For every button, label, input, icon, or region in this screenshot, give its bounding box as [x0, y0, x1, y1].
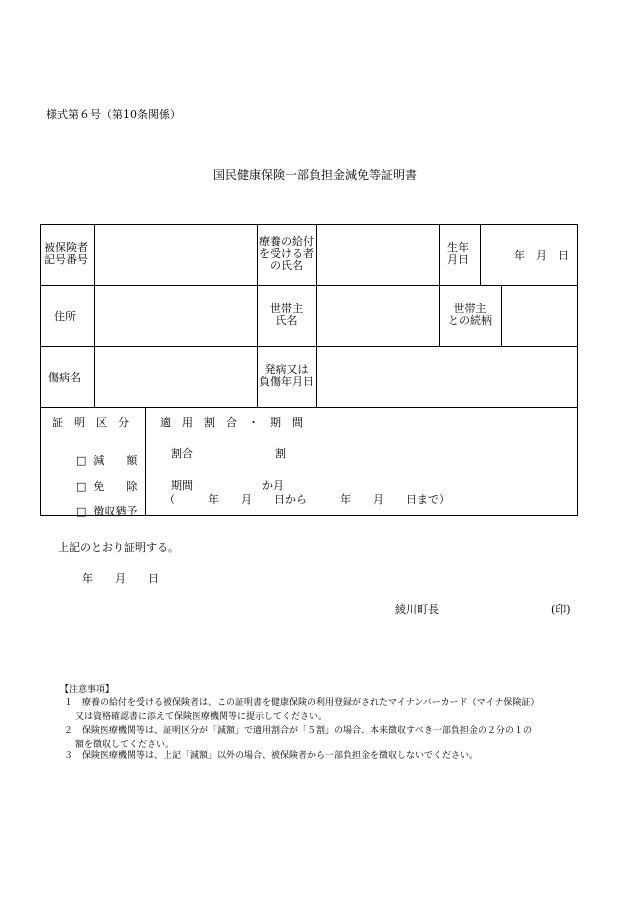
col-divider	[439, 224, 440, 346]
address-label: 住所	[54, 310, 76, 323]
householder-name-field[interactable]	[318, 287, 437, 344]
recipient-name-label: 療養の給付 を受ける者 の氏名	[259, 235, 314, 272]
col-divider	[316, 224, 317, 407]
issuer-name: 綾川町長	[395, 603, 439, 616]
birth-date-field[interactable]: 年 月 日	[514, 249, 569, 262]
householder-relation-field[interactable]	[503, 287, 575, 344]
row-divider	[40, 346, 578, 347]
note-item: ２ 保険医療機関等は、証明区分が「減額」で適用割合が「５割」の場合、本来徴収すべき一部負担金の２分の１の	[64, 726, 532, 736]
document-title: 国民健康保険一部負担金減免等証明書	[212, 168, 417, 182]
form-number: 様式第６号（第10条関係）	[46, 108, 181, 121]
address-field[interactable]	[96, 287, 255, 344]
certification-date: 年 月 日	[82, 572, 159, 585]
checkbox[interactable]: □	[76, 454, 87, 467]
certification-statement: 上記のとおり証明する。	[58, 541, 179, 554]
row-divider	[40, 285, 578, 286]
table-border-left	[40, 224, 41, 516]
disease-name-label: 傷病名	[48, 371, 81, 384]
col-divider	[145, 407, 146, 515]
category-heading: 証 明 区 分	[52, 416, 129, 429]
note-item: 又は資格確認書に添えて保険医療機関等に提示してください。	[75, 712, 328, 722]
insured-number-label: 被保険者 記号番号	[44, 241, 88, 266]
note-item: １ 療養の給付を受ける被保険者は、この証明書を健康保険の利用登録がされたマイナンバーカード（マイナ保険証）	[64, 698, 540, 708]
category-option-deferral[interactable]: □ 徴収猶予	[76, 505, 138, 518]
rate-unit: 割	[275, 447, 286, 460]
birth-date-label: 生年 月日	[447, 241, 469, 266]
row-divider	[40, 407, 578, 408]
householder-name-label: 世帯主 氏名	[270, 302, 303, 327]
table-border-top	[40, 224, 578, 225]
col-divider	[501, 285, 502, 346]
certificate-table	[40, 224, 578, 516]
col-divider	[94, 224, 95, 407]
category-option-exemption[interactable]: □ 免 除	[76, 480, 138, 493]
note-item: 額を徴収してください。	[75, 740, 175, 750]
period-range: （ 年 月 日から 年 月 日まで）	[164, 493, 450, 506]
table-border-right	[577, 224, 578, 516]
onset-date-field[interactable]	[318, 348, 575, 405]
checkbox[interactable]: □	[76, 480, 87, 493]
seal-mark: (印)	[551, 603, 571, 616]
onset-date-label: 発病又は 負傷年月日	[259, 363, 314, 388]
disease-name-field[interactable]	[96, 348, 255, 405]
note-item: ３ 保険医療機関等は、上記「減額」以外の場合、被保険者から一部負担金を徴収しないでください。	[64, 751, 479, 761]
checkbox[interactable]: □	[76, 505, 87, 518]
rate-period-heading: 適 用 割 合 ・ 期 間	[160, 416, 303, 429]
householder-relation-label: 世帯主 との続柄	[448, 302, 492, 327]
insured-number-field[interactable]	[96, 226, 255, 283]
recipient-name-field[interactable]	[318, 226, 437, 283]
col-divider	[480, 224, 481, 285]
notes-heading: 【注意事項】	[60, 685, 115, 695]
period-label: 期間	[171, 479, 193, 492]
rate-label: 割合	[171, 447, 193, 460]
period-months: か月	[262, 479, 284, 492]
category-option-reduction[interactable]: □ 減 額	[76, 454, 138, 467]
